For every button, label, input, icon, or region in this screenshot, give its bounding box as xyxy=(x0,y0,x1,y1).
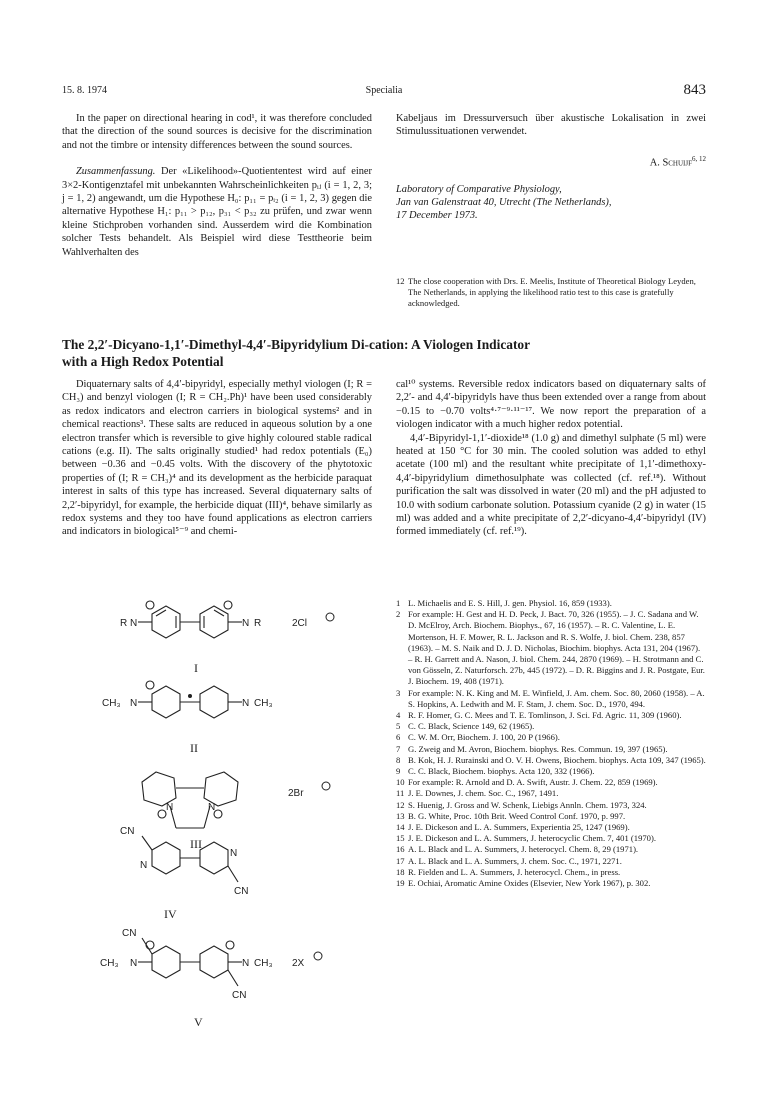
reference-item xyxy=(396,800,706,811)
reference-text: R. F. Homer, G. C. Mees and T. E. Tomlinson, J. Sci. Fd. Agric. 11, 309 (1960). xyxy=(408,710,682,721)
reference-number: 10 xyxy=(396,777,405,788)
chemical-structures-figure xyxy=(90,592,390,1052)
reference-item xyxy=(396,766,706,777)
structure-I-N-right: N xyxy=(242,618,250,629)
reference-number: 9 xyxy=(396,766,401,777)
reference-item xyxy=(396,710,706,721)
reference-item xyxy=(396,755,706,766)
structure-V-rings xyxy=(138,938,242,986)
structure-V-minus-circle xyxy=(314,952,322,960)
zusammenfassung-paragraph xyxy=(62,165,372,259)
article-left-column xyxy=(62,378,372,539)
structure-V-CN-bottom: CN xyxy=(232,990,247,1001)
reference-text: E. Ochiai, Aromatic Amine Oxides (Elsevier, New York 1967), p. 302. xyxy=(408,878,651,889)
reference-number: 14 xyxy=(396,822,405,833)
structure-I-counterion: 2Cl xyxy=(292,618,308,629)
article-title-line-1: The 2,2′-Dicyano-1,1′-Dimethyl-4,4′-Bipyridylium Di-cation: A Viologen Indicator xyxy=(62,337,531,352)
reference-number: 11 xyxy=(396,788,405,799)
structure-III-minus-circle xyxy=(322,782,330,790)
structure-V-CH3-left: CH₃ xyxy=(100,958,119,969)
reference-number: 18 xyxy=(396,866,405,877)
reference-item xyxy=(396,777,706,788)
structure-I-R-left: R xyxy=(120,618,128,629)
reference-number: 4 xyxy=(396,710,401,721)
header-date: 15. 8. 1974 xyxy=(62,85,107,96)
reference-item xyxy=(396,844,706,855)
reference-text: R. Fielden and L. A. Summers, J. heterocycl. Chem., in press. xyxy=(408,866,621,877)
footnote-12-number: 12 xyxy=(396,276,405,286)
reference-number: 19 xyxy=(396,878,405,889)
reference-text: J. E. Dickeson and L. A. Summers, Experientia 25, 1247 (1969). xyxy=(408,822,630,833)
reference-number: 1 xyxy=(396,598,401,608)
structure-III-N-left: N xyxy=(166,802,174,813)
article-paragraph-2: cal¹⁰ systems. Reversible redox indicators based on diquaternary salts of 2,2′- and 4,4′-bipyridyls have thus been extended over a range from about −0.15 to −0.70 volts⁴·⁷⁻⁹·¹¹⁻¹⁷. We now report the preparation of a viologen indicator with a much higher redox potential. xyxy=(396,379,706,431)
structure-II-radical-dot xyxy=(188,694,192,698)
structure-IV-CN-top: CN xyxy=(120,826,135,837)
structure-V-CN-top: CN xyxy=(122,928,137,939)
structures-svg xyxy=(90,592,390,1052)
reference-number: 7 xyxy=(396,743,401,754)
reference-text: B. Kok, H. J. Rurainski and O. V. H. Owens, Biochem. biophys. Acta 109, 347 (1965). xyxy=(408,754,706,765)
structure-III-rings xyxy=(142,772,238,828)
article-title xyxy=(62,336,702,370)
reference-item xyxy=(396,833,706,844)
article-paragraph-1: Diquaternary salts of 4,4′-bipyridyl, especially methyl viologen (I; R = CH₃) and benzyl viologen (I; R = CH₂.Ph)¹ have been used considerably as redox indicators and electron carriers in biological systems² and in chemical reactions³. These salts are reduced in aqueous solution by a one electron transfer which is reversible to give highly coloured stable radical cations (e.g. II). The salts originally studied¹ had redox potentials (E₀) between −0.36 and −0.45 volts. With the discovery of the phytotoxic properties of (I; R = CH₃)⁴ and its development as the herbicide paraquat interest in salts of this type has increased. Several diquaternary salts of 2,2′-bipyridyl, for example, the herbicide diquat (III)⁴, behave similarly as redox systems and they too have found applications as electron carriers and indicators in biological⁵⁻⁹ and chemi- xyxy=(62,379,372,538)
previous-article-continuation: Kabeljaus im Dressurversuch über akustische Lokalisation in zwei Stimulussituationen verwendet. xyxy=(396,113,706,138)
reference-text: C. C. Black, Science 149, 62 (1965). xyxy=(408,721,535,732)
previous-article-left-column xyxy=(62,112,372,259)
reference-text: S. Huenig, J. Gross and W. Schenk, Liebigs Annln. Chem. 1973, 324. xyxy=(408,799,647,810)
affiliation-line-1: Laboratory of Comparative Physiology, xyxy=(396,183,562,195)
structure-I-R-right: R xyxy=(254,618,262,629)
structure-IV-N-right: N xyxy=(230,848,238,859)
reference-number: 6 xyxy=(396,732,401,743)
reference-number: 12 xyxy=(396,799,405,810)
structure-V-label: V xyxy=(194,1015,203,1029)
reference-item xyxy=(396,878,706,889)
footnote-12 xyxy=(396,276,706,310)
reference-text: For example: N. K. King and M. E. Winfield, J. Am. chem. Soc. 80, 2060 (1958). – A. S. Hopkins, A. Ledwith and M. F. Stam, J. chem. Soc. D., 1970, 494. xyxy=(408,687,705,709)
structure-I-label: I xyxy=(194,661,198,675)
reference-text: B. G. White, Proc. 10th Brit. Weed Control Conf. 1970, p. 997. xyxy=(408,810,626,821)
reference-number: 16 xyxy=(396,844,405,855)
author-line xyxy=(396,153,706,170)
reference-item xyxy=(396,822,706,833)
reference-item xyxy=(396,732,706,743)
structure-IV-N-left: N xyxy=(140,860,148,871)
previous-article-right-column xyxy=(396,112,706,222)
reference-text: L. Michaelis and E. S. Hill, J. gen. Physiol. 16, 859 (1933). xyxy=(408,598,612,608)
affiliation-line-3: 17 December 1973. xyxy=(396,210,478,222)
structure-II-rings xyxy=(138,681,242,718)
reference-number: 15 xyxy=(396,833,405,844)
page-number: 843 xyxy=(683,82,706,98)
structure-I-N-left: N xyxy=(130,618,138,629)
structure-II-N-left: N xyxy=(130,698,138,709)
structure-V-N-left: N xyxy=(130,958,138,969)
structure-V-CH3-right: CH₃ xyxy=(254,958,273,969)
zusammenfassung-text: Der «Likelihood»-Quotiententest wird auf einer 3×2-Kontigenztafel mit unbekannten Wahrscheinlichkeiten pᵢⱼ (i = 1, 2, 3; j = 1, 2) angewandt, um die Hypothese H₀: p₁₁ = pᵢ₂ (i = 1, 2, 3) gegen die alternative Hypothese H₁: p₁₁ > p₁₂, p₃₁ < p₃₂ zu prüfen, und zwar wenn kleine Stichproben vorhanden sind. Ausserdem wird die Kombination solcher Tests behandelt. Als Beispiel wird diese Testtheorie beim Wahlverhalten des xyxy=(62,166,373,258)
structure-II-label: II xyxy=(190,741,198,755)
author-name: A. Schuijf xyxy=(649,157,692,169)
structure-IV-label: IV xyxy=(164,907,177,921)
reference-number: 8 xyxy=(396,754,401,765)
reference-number: 3 xyxy=(396,687,401,698)
structure-V-N-right: N xyxy=(242,958,250,969)
structure-II-N-right: N xyxy=(242,698,250,709)
references-list xyxy=(396,598,706,889)
reference-item xyxy=(396,867,706,878)
footnote-12-text: 12 The close cooperation with Drs. E. Meelis, Institute of Theoretical Biology Leyden, The Netherlands, in applying the likelihood ratio test to this case is gratefully acknowledged. xyxy=(396,276,696,309)
reference-text: J. E. Dickeson and L. A. Summers, J. heterocyclic Chem. 7, 401 (1970). xyxy=(408,833,656,844)
reference-item xyxy=(396,609,706,687)
reference-text: C. W. M. Orr, Biochem. J. 100, 20 P (1966). xyxy=(408,732,560,743)
article-title-line-2: with a High Redox Potential xyxy=(62,354,224,369)
author-superscript: 6, 12 xyxy=(692,154,706,163)
running-header xyxy=(62,82,706,100)
structure-III-N-right: N xyxy=(208,802,216,813)
reference-item xyxy=(396,788,706,799)
affiliation xyxy=(396,183,706,223)
structure-IV-CN-bottom: CN xyxy=(234,886,249,897)
reference-number: 17 xyxy=(396,855,405,866)
header-section: Specialia xyxy=(365,85,403,96)
reference-text: A. L. Black and L. A. Summers, J. heterocycl. Chem. 8, 29 (1971). xyxy=(408,844,639,855)
reference-item xyxy=(396,856,706,867)
reference-text: For example: R. Arnold and D. A. Swift, Austr. J. Chem. 22, 859 (1969). xyxy=(408,777,658,788)
reference-item xyxy=(396,688,706,710)
reference-text: G. Zweig and M. Avron, Biochem. biophys. Res. Commun. 19, 397 (1965). xyxy=(408,743,668,754)
reference-item xyxy=(396,744,706,755)
affiliation-line-2: Jan van Galenstraat 40, Utrecht (The Netherlands), xyxy=(396,196,612,208)
reference-text: J. E. Downes, J. chem. Soc. C., 1967, 1491. xyxy=(408,788,559,799)
reference-text: A. L. Black and L. A. Summers, J. chem. Soc. C., 1971, 2271. xyxy=(408,855,622,866)
previous-article-paragraph: In the paper on directional hearing in cod¹, it was therefore concluded that the direction of the sound sources is decisive for the discrimination and not the timbre or intensity differences between the sound sources. xyxy=(62,113,372,151)
structure-III-label: III xyxy=(190,837,202,851)
structure-II-CH3-right: CH₃ xyxy=(254,698,273,709)
reference-item xyxy=(396,811,706,822)
structure-V-counterion: 2X xyxy=(292,958,305,969)
reference-item xyxy=(396,598,706,609)
structure-I-minus-circle xyxy=(326,613,334,621)
reference-number: 2 xyxy=(396,609,401,620)
reference-text: For example: H. Gest and H. D. Peck, J. Bact. 70, 326 (1955). – J. C. Sadana and W. D. McElroy, Arch. Biochem. Biophys., 67, 16 (1957). – R. C. Valentine, L. E. Mortenson, H. F. Mower, R. L. Jackson and R. S. Wolfe, J. biol. Chem. 238, 857 (1963). – M. S. Naik and D. J. D. Nicholas, Biochim. biophys. Acta 131, 204 (1967). – R. H. Garrett and A. Nason, J. biol. Chem. 244, 2870 (1969). – H. Strotmann and C. von Gösseln, Z. Naturforsch. 27b, 445 (1972). – D. R. Biggins and J. R. Postgate, Eur. J. Biochem. 19, 408 (1971). xyxy=(408,609,705,687)
reference-number: 13 xyxy=(396,810,405,821)
article-paragraph-3: 4,4′-Bipyridyl-1,1′-dioxide¹⁸ (1.0 g) and dimethyl sulphate (5 ml) were heated at 150 °C for 30 min. The cooled solution was added to ethyl acetate (100 ml) and the resultant white precipitate of 1,1′-dimethoxy-4,4′-bipyridylium dimethosulphate was collected (cf. ref.¹⁸). Without purification the salt was dissolved in water (20 ml) and the pH adjusted to 10.0 with sodium carbonate solution. Potassium cyanide (2 g) in water (15 ml) was added and a white precipitate of 2,2′-dicyano-4,4′-bipyridyl (IV) formed immediately (cf. ref.¹⁹). xyxy=(396,432,706,538)
reference-text: C. C. Black, Biochem. biophys. Acta 120, 332 (1966). xyxy=(408,766,595,777)
reference-item xyxy=(396,721,706,732)
article-right-column xyxy=(396,378,706,539)
zusammenfassung-label: Zusammenfassung. xyxy=(76,166,156,178)
structure-III-counterion: 2Br xyxy=(288,788,304,799)
structure-I-rings xyxy=(138,601,242,638)
reference-number: 5 xyxy=(396,721,401,732)
structure-II-CH3-left: CH₃ xyxy=(102,698,121,709)
